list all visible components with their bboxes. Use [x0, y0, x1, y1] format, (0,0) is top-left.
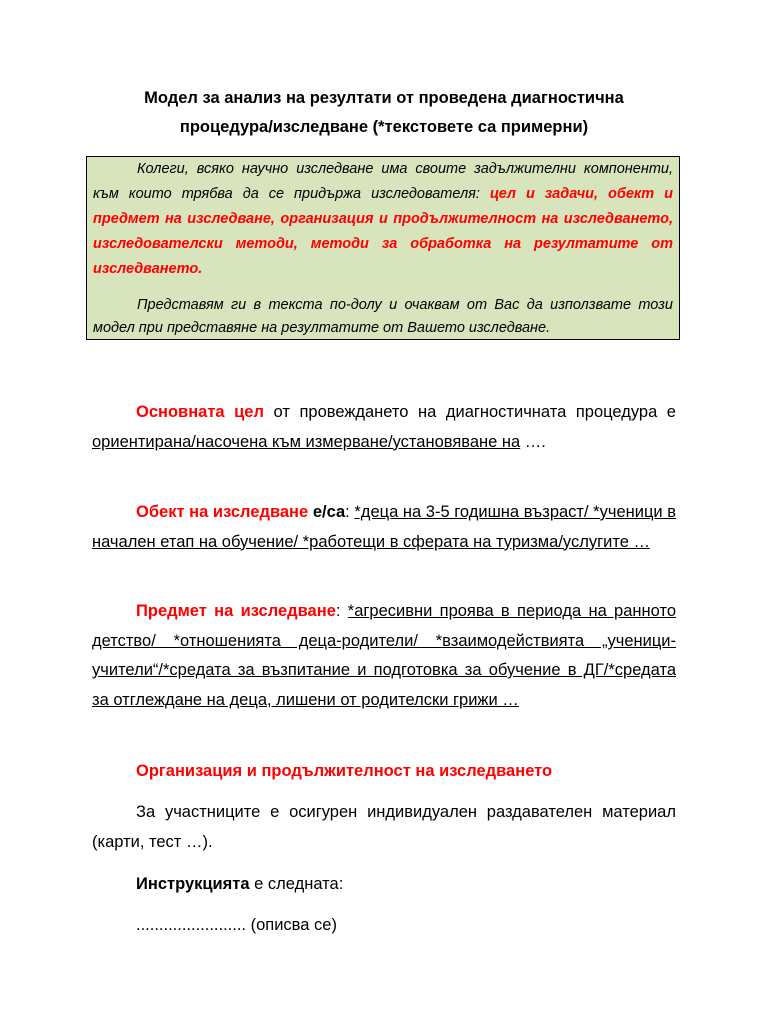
subject-colon: : [335, 602, 348, 620]
participants-paragraph [92, 798, 676, 857]
instruction-text: е следната: [249, 875, 344, 893]
subject-text: *агресивни проява в периода на ранното детство/ *отношенията деца-родители/ *взаимодействията „ученици-учители“/*средата за възпитание и подготовка за обучение в ДГ/*средата за отглеждане на деца, лишени от родителски грижи … [92, 602, 676, 709]
goal-label: Основната цел [136, 403, 264, 421]
instruction-placeholder [92, 911, 676, 941]
goal-tail: …. [520, 432, 546, 451]
object-verb: е/са [308, 503, 346, 521]
intro-components-highlight: цел и задачи, обект и предмет на изследване, организация и продължителност на изследването, изследователски методи, методи за обработка на резултатите от изследването [93, 186, 673, 277]
subject-label: Предмет на изследване [136, 602, 336, 620]
intro-text-2: Представям ги в текста по-долу и очаквам от Вас да използвате този модел при представяне на резултатите от Вашето изследване. [93, 297, 673, 336]
subject-paragraph [92, 597, 676, 715]
intro-period: . [198, 261, 203, 277]
organization-heading-text: Организация и продължителност на изследването [136, 762, 553, 780]
instruction-placeholder-text: ........................ (описва се) [136, 916, 337, 934]
title-line-2: процедура/изследване (*текстовете са примерни) [179, 118, 589, 136]
title-line-1: Модел за анализ на резултати от проведена диагностична [144, 89, 624, 107]
instruction-label: Инструкцията [136, 875, 250, 893]
goal-underlined: ориентирана/насочена към измерване/установяване на [92, 432, 521, 451]
instruction-paragraph [92, 870, 676, 900]
intro-paragraph-1 [93, 157, 673, 282]
object-colon: : [345, 503, 355, 521]
document-title [90, 84, 678, 142]
organization-heading [92, 757, 676, 787]
object-label: Обект на изследване [136, 503, 309, 521]
goal-paragraph [92, 398, 676, 457]
goal-text: от провеждането на диагностичната процедура е [263, 403, 676, 421]
intro-note-box [86, 156, 680, 340]
intro-text: Колеги, всяко научно изследване има своите задължителни компоненти, към които трябва да се придържа изследователя: [93, 161, 673, 202]
object-paragraph [92, 498, 676, 557]
object-text: *деца на 3-5 годишна възраст/ *ученици в начален етап на обучение/ *работещи в сферата на туризма/услугите … [92, 503, 677, 551]
participants-text: За участниците е осигурен индивидуален раздавателен материал (карти, тест …). [92, 803, 676, 851]
intro-paragraph-2 [93, 294, 673, 340]
